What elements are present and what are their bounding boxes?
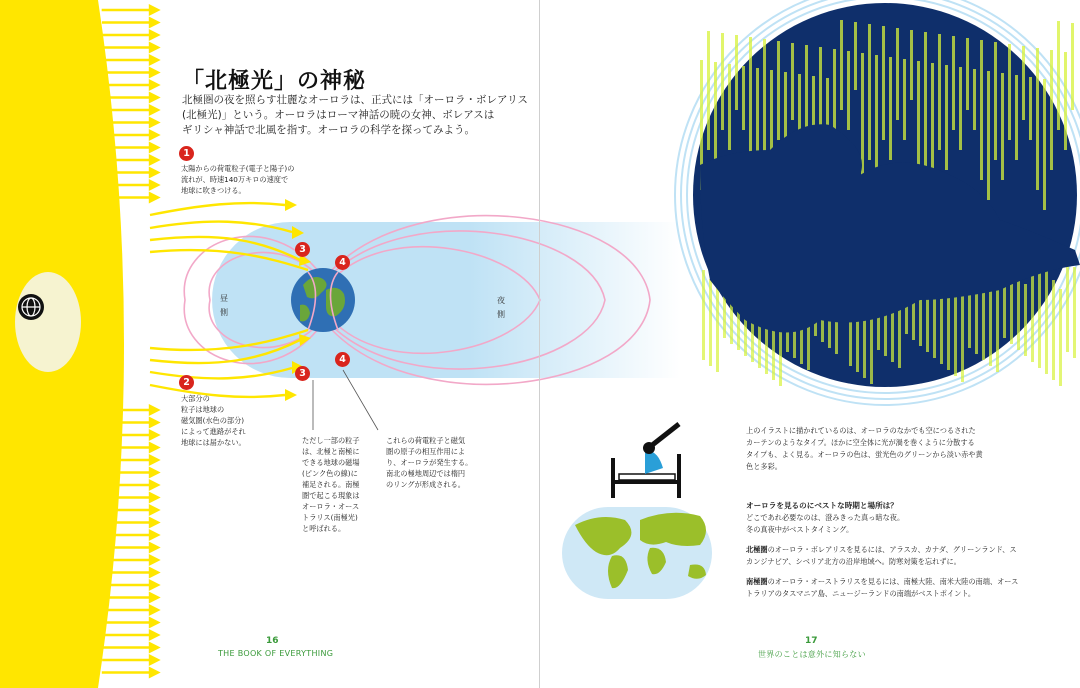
earth xyxy=(291,268,355,332)
note-line: 流れが、時速140万キロの速度で xyxy=(181,175,289,184)
text-line: トラリアのタスマニア島、ニュージーランドの南端がベストポイント。 xyxy=(746,589,976,598)
north-heading: 北極圏 xyxy=(746,545,768,554)
note-3 xyxy=(302,435,360,534)
aurora-illustration xyxy=(675,0,1080,405)
intro-line: 北極圏の夜を照らす壮麗なオーロラは、正式には「オーロラ・ボレアリス xyxy=(182,94,528,106)
text-line: のオーロラ・ボレアリスを見るには、アラスカ、カナダ、グリーンランド、ス xyxy=(767,545,1017,554)
note-line: 太陽からの荷電粒子(電子と陽子)の xyxy=(181,164,295,173)
text-line: 色と多彩。 xyxy=(746,462,782,471)
text-line: カンジナビア、シベリア北方の沿岸地域へ。防寒対策を忘れずに。 xyxy=(746,557,961,566)
text-line: 上のイラストに描かれているのは、オーロラのなかでも空につるされた xyxy=(746,426,976,435)
note-line: トラリス(南極光) xyxy=(302,513,358,522)
marker-4-top: 4 xyxy=(335,255,350,270)
intro-line: ギリシャ神話で北風を指す。オーロラの科学を探ってみよう。 xyxy=(182,124,475,136)
text-line: どこであれ必要なのは、澄みきった真っ暗な夜。 xyxy=(746,513,905,522)
note-4 xyxy=(386,435,472,490)
text-line: 冬の真夜中がベストタイミング。 xyxy=(746,525,854,534)
note-line: ただし一部の粒子 xyxy=(302,436,360,445)
world-map xyxy=(562,507,712,599)
note-line: 圏で起こる現象は xyxy=(302,491,360,500)
south-heading: 南極圏 xyxy=(746,577,768,586)
note-line: と呼ばれる。 xyxy=(302,524,346,533)
text-line: のオーロラ・オーストラリスを見るには、南極大陸、南米大陸の南端、オース xyxy=(767,577,1019,586)
note-line: によって進路がそれ xyxy=(181,427,246,436)
footer-left: THE BOOK OF EVERYTHING xyxy=(218,649,334,658)
note-2 xyxy=(181,393,246,448)
stargazer-illustration xyxy=(605,418,690,503)
nightside-label: 夜側 xyxy=(497,296,505,319)
section-heading: オーロラを見るのにベストな時期と場所は？ xyxy=(746,501,898,510)
page-title: 「北極光」の神秘 xyxy=(182,69,367,94)
note-1 xyxy=(181,163,294,196)
note-line: 補足される。南極 xyxy=(302,480,360,489)
page-number-left: 16 xyxy=(266,636,279,646)
note-line: 地球には届かない。 xyxy=(181,438,246,447)
intro-line: (北極光)」という。オーロラはローマ神話の暁の女神、ボレアスは xyxy=(182,109,495,121)
footer-right: 世界のことは意外に知らない xyxy=(758,650,866,659)
note-line: できる地球の磁場 xyxy=(302,458,360,467)
marker-3-top: 3 xyxy=(295,242,310,257)
note-line: 粒子は地球の xyxy=(181,405,225,414)
text-line: カーテンのようなタイプ。ほかに空全体に光が渦を巻くように分散する xyxy=(746,438,975,447)
note-line: 南北の極地周辺では楕円 xyxy=(386,469,466,478)
note-line: は、北極と南極に xyxy=(302,447,360,456)
marker-3-bottom: 3 xyxy=(295,366,310,381)
note-line: これらの荷電粒子と磁気 xyxy=(386,436,466,445)
text-line: タイプも、よく見る。オーロラの色は、蛍光色のグリーンから淡い赤や黄 xyxy=(746,450,983,459)
best-time-section xyxy=(746,500,1076,600)
note-line: 大部分の xyxy=(181,394,210,403)
dayside-label: 昼側 xyxy=(220,294,228,317)
marker-4-bottom: 4 xyxy=(335,352,350,367)
note-line: 磁気圏(水色の部分) xyxy=(181,416,245,425)
note-line: 圏の原子の相互作用によ xyxy=(386,447,466,456)
note-line: 地球に吹きつける。 xyxy=(181,186,246,195)
aurora-description xyxy=(746,425,983,473)
page-number-right: 17 xyxy=(805,636,818,646)
marker-1: 1 xyxy=(179,146,194,161)
note-line: のリングが形成される。 xyxy=(386,480,465,489)
intro-text xyxy=(182,93,532,138)
marker-2: 2 xyxy=(179,375,194,390)
note-line: オーロラ・オース xyxy=(302,502,360,511)
note-line: り、オーロラが発生する。 xyxy=(386,458,473,467)
note-line: (ピンク色の線)に xyxy=(302,469,358,478)
page-gutter xyxy=(539,0,540,688)
